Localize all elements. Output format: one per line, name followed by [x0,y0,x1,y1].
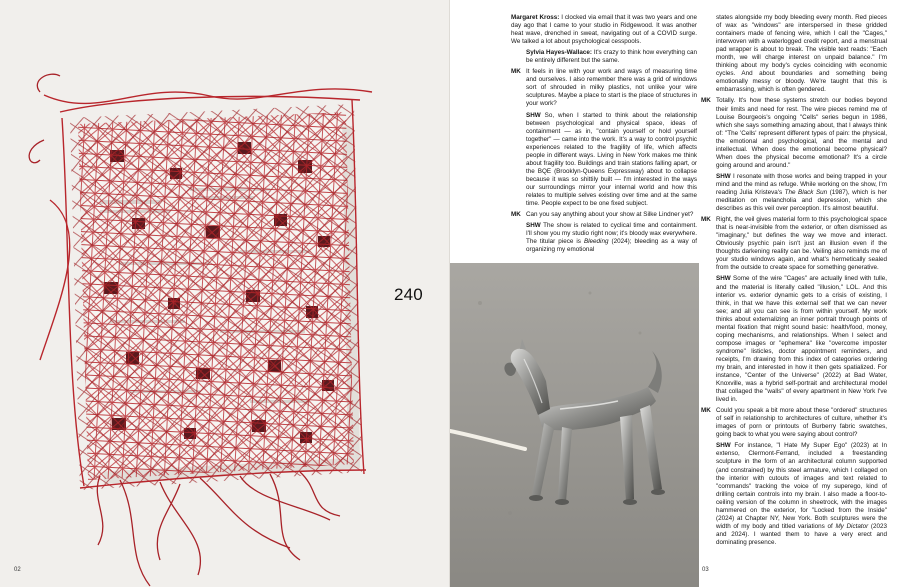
paragraph: MK Right, the veil gives material form to this psychological space that is near-invisible from the exterior, or often dismissed as "imaginary," but defines the way we move and interact. Obviously psychic pain isn't just an illusion even if the thoughts darkening reality can be. Veiling also reminds me of your studio windows again, and what's hermetically sealed from the outside to create space for something generative. [701,216,887,272]
text-column-1 [511,14,697,257]
paragraph: SHW For instance, "I Hate My Super Ego" (2023) at In extenso, Clermont-Ferrand, included a freestanding sculpture in the form of an architectural column supported (and constrained) by this steel armature, which I collaged on the interior with cutouts of images and text related to "commands" tracking the voice of my superego, kind of drilling certain controls into my brain. I also made a floor-to-ceiling version of the column in sheetrock, with the images hammered on the exterior, for "Locked from the Inside" (2024) at Chapter NY, New York. Both sculptures were the width of my body and titled variations of My Dictator (2023 and 2024). I wanted them to have a very erect and dominating presence. [716,442,888,546]
paragraph: SHW I resonate with those works and being trapped in your mind and the mind as refuge. While working on the show, I'm reading Julia Kristeva's The Black Sun (1987), which is her meditation on melancholia and depression, which she describes as this veil over perception. It's almost beautiful. [716,172,888,213]
paragraph: SHW The show is related to cyclical time and containment. I'll show you my studio right now; it's bloody wax everywhere. The titular piece is Bleeding (2024); bleeding as a way of organizing my emotional [526,222,697,254]
paragraph: MK Could you speak a bit more about these "ordered" structures of self in relationship to architectures of culture, whether it's images of porn or printouts of Burberry fabric swatches, going back to what you were saying about control? [701,407,887,439]
speaker-label: Sylvia Hayes-Wallace: [526,49,592,57]
paragraph: Sylvia Hayes-Wallace: It's crazy to think how everything can be entirely different but the same. [526,49,697,65]
speaker-tag: SHW [526,222,541,230]
speaker-tag: SHW [716,172,731,180]
folio-left: 02 [14,567,21,573]
speaker-tag: MK [511,68,521,76]
horse-sculpture-image [450,263,699,587]
paragraph: states alongside my body bleeding every month. Red pieces of wax as "windows" are interspersed in these gridded containers made of fencing wire, which I call the "Cages," interwoven with a waterlogged credit report, and a menstrual pad wrapper is about to break. The visible text reads: "Each month, we will charge interest on unpaid balance." I'm thinking about my body's cycles coinciding with economic cycles. And about boundaries and something being emotionally messy or bloody. We're taught that this is embarrassing, which is often gendered. [716,14,887,94]
text-column-2 [701,14,887,550]
speaker-tag: SHW [526,111,541,119]
speaker-tag: SHW [716,442,731,450]
page-number-large: 240 [394,285,423,304]
speaker-tag: MK [701,216,711,224]
silver-horse-photo [450,263,699,587]
speaker-label: Margaret Kross: [511,14,560,21]
paragraph: Margaret Kross: I clocked via email that it was two years and one day ago that I came to your studio in Ridgewood. It was another heat wave, drenched in sweat, navigating out of a COVID surge. We talked a lot about psychological cesspools. [511,14,698,46]
speaker-tag: MK [701,97,711,105]
speaker-tag: SHW [716,275,731,283]
paragraph: SHW Some of the wire "Cages" are actually lined with tulle, and the material is literally called "illusion," LOL. And this interior vs. exterior dynamic gets to a crisis of existing, I think, in that we have this external self that we can never see; and all you can see is from within yourself. My work thinks about externalizing an inner portrait through points of mental fixation that might sound basic: health/food, money, coping mechanisms, and relationships. When I select and compose images or "ephemera" like "overcome imposter syndrome" listicles, doctor appointment reminders, and receipts, I'm drawing from this index of categories ordering my brain, and interested in how it then gets spatialized. For instance, "Center of the Universe" (2022) at Bad Water, Knoxville, was a hybrid self-portrait and architectural model that collaged the "walls" of every apartment in New York I've lived in. [716,275,888,404]
speaker-tag: MK [701,407,711,415]
speaker-tag: MK [511,211,521,219]
paragraph: SHW So, when I started to think about the relationship between psychological and physical space, ideas of containment — as in, "contain yourself or hold yourself together" — came into the work. It's a way to control psychic experiences related to the fragility of life, which affects people in different ways. Living in New York makes me think about fragility too. Buildings and train stations falling apart, or the BQE (Brooklyn-Queens Expressway) about to collapse because it was so shittily built — I'm interested in the ways our surroundings mirror your internal world and how this relates to multiple selves existing over time and at the same time. People expect to be one fixed subject. [526,111,697,208]
paragraph: MK It feels in line with your work and ways of measuring time and ourselves. I also remember there was a grid of windows sort of shrouded in milky plastics, not unlike your wire sculptures. Maybe a place to start is the place of structures in your work? [511,68,697,108]
paragraph: MK Totally. It's how these systems stretch our bodies beyond their limits and need for rest. The wire pieces remind me of Louise Bourgeois's ongoing "Cells" series begun in 1986, which she says something amazing about, that I always think of: "The 'Cells' represent different types of pain: the physical, the emotional and psychological, and the mental and intellectual. When does the emotional become physical? When does the physical become emotional? It's a circle going around and around." [701,97,887,169]
paragraph: MK Can you say anything about your show at Silke Lindner yet? [511,211,694,219]
folio-right: 03 [702,567,709,573]
